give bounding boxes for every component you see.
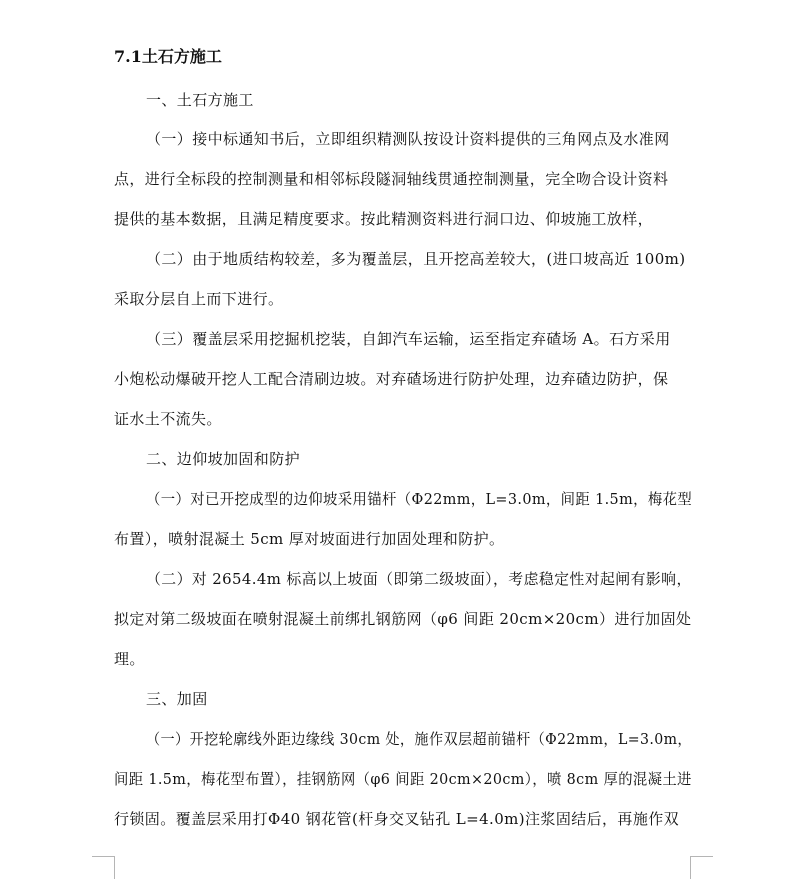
heading-1: 一、土石方施工	[146, 91, 254, 109]
paragraph-3-line-2: 小炮松动爆破开挖人工配合清刷边坡。对弃碴场进行防护处理，边弃碴边防护，保	[114, 370, 669, 388]
paragraph-6-line-3: 行锁固。覆盖层采用打Φ40 钢花管(杆身交叉钻孔 L=4.0m)注浆固结后，再施作双	[114, 810, 680, 828]
crop-mark-bottom-left	[92, 856, 115, 879]
paragraph-3-line-3: 证水土不流失。	[114, 410, 222, 428]
paragraph-1-line-1: （一）接中标通知书后，立即组织精测队按设计资料提供的三角网点及水准网	[146, 130, 670, 148]
paragraph-6-line-1: （一）开挖轮廓线外距边缘线 30cm 处，施作双层超前锚杆（Φ22mm，L=3.0m，	[146, 730, 692, 748]
section-title: 7.1土石方施工	[114, 47, 222, 66]
paragraph-5-line-3: 理。	[114, 650, 145, 668]
paragraph-2-line-2: 采取分层自上而下进行。	[114, 290, 284, 308]
paragraph-3-line-1: （三）覆盖层采用挖掘机挖装，自卸汽车运输，运至指定弃碴场 A。石方采用	[146, 330, 671, 348]
paragraph-4-line-2: 布置），喷射混凝土 5cm 厚对坡面进行加固处理和防护。	[114, 530, 505, 548]
paragraph-2-line-1: （二）由于地质结构较差，多为覆盖层，且开挖高差较大，(进口坡高近 100m)	[146, 250, 686, 268]
paragraph-6-line-2: 间距 1.5m，梅花型布置），挂钢筋网（φ6 间距 20cm×20cm），喷 8cm 厚的混凝土进	[114, 770, 692, 788]
paragraph-5-line-2: 拟定对第二级坡面在喷射混凝土前绑扎钢筋网（φ6 间距 20cm×20cm）进行加固处	[114, 610, 692, 628]
heading-3: 三、加固	[146, 690, 208, 708]
paragraph-5-line-1: （二）对 2654.4m 标高以上坡面（即第二级坡面），考虑稳定性对起闸有影响，	[146, 570, 692, 588]
paragraph-1-line-2: 点，进行全标段的控制测量和相邻标段隧洞轴线贯通控制测量，完全吻合设计资料	[114, 170, 669, 188]
paragraph-1-line-3: 提供的基本数据，且满足精度要求。按此精测资料进行洞口边、仰坡施工放样，	[114, 210, 654, 228]
crop-mark-bottom-right	[690, 856, 713, 879]
paragraph-4-line-1: （一）对已开挖成型的边仰坡采用锚杆（Φ22mm，L=3.0m，间距 1.5m，梅花型	[146, 490, 693, 508]
heading-2: 二、边仰坡加固和防护	[146, 450, 301, 468]
